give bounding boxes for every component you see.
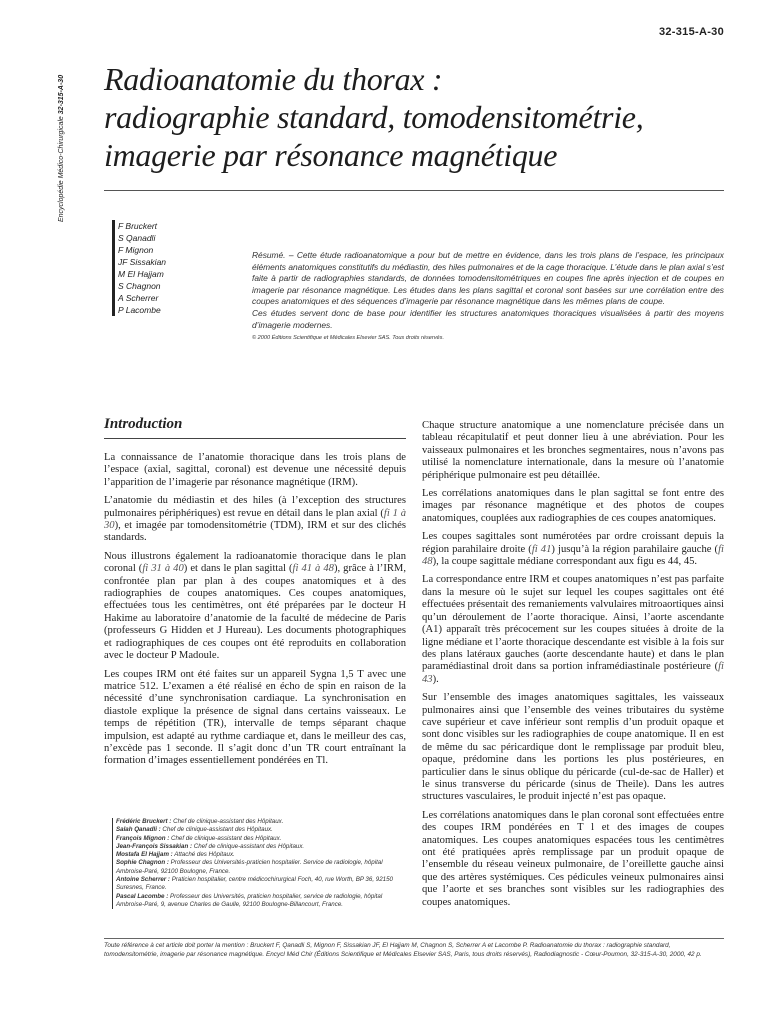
- affiliation-text: Professeur des Universités-praticien hospitalier. Service de radiologie, hôpital Ambroise-Paré, 92100 Boulogne, France.: [116, 859, 383, 875]
- author-name: S Chagnon: [118, 281, 161, 291]
- author-name: A Scherrer: [118, 293, 159, 303]
- text-run: ) jusqu’à la région parahilaire gauche (: [551, 543, 719, 555]
- author-list: [112, 220, 228, 316]
- affiliation-text: Chef de clinique-assistant des Hôpitaux.: [160, 826, 273, 834]
- sidebar-code: 32-315-A-30: [58, 74, 65, 115]
- text-run: L’anatomie du médiastin et des hiles (à l’exception des structures pulmonaires périphériques) est revue en détail dans le plan axial (: [104, 495, 406, 519]
- title-rule: [104, 190, 724, 191]
- citation-footer: Toute référence à cet article doit porter la mention : Bruckert F, Qanadli S, Mignon F, Sissakian JF, El Hajjam M, Chagnon S, Scherrer A et Lacombe P. Radioanatomie du thorax : radiographie standard, tomodensitométrie, imagerie par résonance magnétique. Encycl Méd Chir (Éditions Scientifique et Médicales Elsevier SAS, Paris, tous droits réservés), Radiodiagnostic - Cœur-Poumon, 32-315-A-30, 2000, 42 p.: [104, 942, 702, 958]
- section-rule: [104, 438, 406, 439]
- figure-ref[interactable]: fi 43: [422, 661, 724, 685]
- affiliation: [116, 843, 408, 851]
- affiliation-name: François Mignon :: [116, 834, 170, 842]
- figure-ref[interactable]: fi 1 à 30: [104, 507, 407, 532]
- paragraph: Les corrélations anatomiques dans le plan sagittal se font entre des images par résonance magnétique et des photos de coupes anatomiques, couplées aux radiographies de ces coupes anatomiques.: [422, 488, 724, 524]
- affiliation: [116, 859, 408, 876]
- author-name: JF Sissakian: [118, 257, 167, 267]
- abstract-paragraph: Résumé. – Cette étude radioanatomique a pour but de mettre en évidence, dans les trois plans de l’espace, les principaux éléments anatomiques constitutifs du médiastin, des hiles pulmonaires et de la cage thoracique. L’étude dans le plan axial s’est faite à partir de radiographies standards, de données tomodensitométriques en coupes fine après injection et de coupes en imagerie par résonance magnétique. Les études dans les plans sagittal et coronal sont basées sur une corrélation entre des coupes anatomiques et des séquences d’imagerie par résonance magnétique dans les mêmes plans de coupe.: [252, 250, 724, 307]
- author-name: F Mignon: [118, 245, 154, 255]
- figure-ref[interactable]: fi 41: [531, 543, 552, 555]
- text-run: Nous illustrons également la radioanatomie thoracique dans le plan coronal (: [104, 550, 406, 575]
- paragraph: La connaissance de l’anatomie thoracique dans les trois plans de l’espace (axial, sagittal, coronal) est devenue une nécessité depuis l’apparition de l’imagerie par résonance magnétique (IRM).: [104, 452, 406, 488]
- affiliation: [116, 835, 408, 843]
- affiliation-text: Chef de clinique-assistant des Hôpitaux.: [171, 818, 284, 825]
- paragraph: Sur l’ensemble des images anatomiques sagittales, les vaisseaux pulmonaires ainsi que l’ensemble des veines tributaires du système cave supérieur et cave inférieur sont remplis d’un produit opaque et sont donc visibles sur les radiographies de coupe anatomique. Il en est de même du sac péricardique dont le remplissage par produit bleu, opaque, prédomine dans les portions les plus postérieures, en particulier dans le sinus oblique du péricarde (cul-de-sac de Haller) et le sinus transverse du péricarde (sinus de Theile). Dans les autres structures vasculaires, le produit injecté n’est pas opaque.: [422, 692, 724, 803]
- text-run: ), la coupe sagittale médiane correspondant aux figu es 44, 45.: [432, 556, 698, 568]
- affiliation-text: Attaché des Hôpitaux.: [172, 851, 235, 859]
- affiliation: [116, 826, 408, 834]
- affiliation-text: Praticien hospitalier, centre médicochirurgical Foch, 40, rue Worth, BP 36, 92150 Suresnes, France.: [116, 876, 393, 892]
- journal-sidebar: [58, 40, 72, 230]
- paragraph: Les coupes IRM ont été faites sur un appareil Sygna 1,5 T avec une matrice 512. L’examen a été réalisé en écho de spin en raison de la nécessité d’une synchronisation cardiaque. La synchronisation en diastole explique la présence de signal dans certains vaisseaux. Le temps de répétition (TR), intervalle de temps séparant chaque impulsion, est adapté au rythme cardiaque et, dans le meilleur des cas, n’excède pas 1 seconde. Il s’agit donc d’un TR court entraînant la formation d’images essentiellement pondérées en Tl.: [104, 668, 406, 767]
- affiliation-name: Pascal Lacombe :: [116, 892, 169, 900]
- article-code: 32-315-A-30: [658, 26, 724, 38]
- text-run: ) et dans le plan sagittal (: [183, 563, 293, 575]
- paragraph: Les corrélations anatomiques dans le plan coronal sont effectuées entre des coupes IRM pondérées en T l et des images de coupes anatomiques. Les coupes anatomiques espacées tous les centimètres ont été pratiquées après remplissage par un produit opaque de l’ensemble du réseau veineux pulmonaire, de l’oreillette gauche ainsi que des artères systémiques. Ces pédicules veineux pulmonaires ainsi que l’aorte et ses branches sont visibles sur les radiographies des coupes anatomiques.: [422, 809, 724, 908]
- right-column: [422, 420, 724, 915]
- paragraph: [104, 495, 406, 545]
- affiliation: [116, 851, 408, 859]
- affiliation: [116, 818, 408, 826]
- copyright: © 2000 Éditions Scientifique et Médicales Elsevier SAS. Tous droits réservés.: [252, 335, 445, 342]
- affiliation: [116, 893, 408, 910]
- text-run: Les coupes sagittales sont numérotées par ordre croissant depuis la région parahilaire droite (: [422, 531, 724, 555]
- text-run: ).: [432, 673, 439, 685]
- author-name: P Lacombe: [118, 305, 161, 315]
- left-column: [104, 452, 406, 774]
- affiliation-text: Professeur des Universités, praticien hospitalier, service de radiologie, hôpital Ambroise-Paré, 9, avenue Charles de Gaulle, 92100 Boulogne-Billancourt, France.: [116, 892, 383, 908]
- affiliation-name: Mostafa El Hajjam :: [116, 851, 173, 859]
- title-line: radiographie standard, tomodensitométrie,: [104, 99, 644, 135]
- author-name: S Qanadli: [118, 233, 156, 243]
- paragraph: [422, 531, 724, 568]
- affiliation-name: Frédéric Bruckert :: [116, 818, 172, 825]
- article-title: [104, 60, 724, 174]
- author-name: M El Hajjam: [118, 269, 164, 279]
- abstract-paragraph: Ces études servent donc de base pour identifier les structures anatomiques thoraciques visualisées à partir des moyens d’imagerie modernes.: [252, 307, 724, 330]
- section-title: Introduction: [104, 416, 183, 432]
- paragraph: [422, 574, 724, 686]
- title-line: Radioanatomie du thorax :: [104, 61, 443, 97]
- text-run: ), grâce à l’IRM, confrontée plan par plan à des coupes anatomiques et à des radiographies de coupes anatomiques. Ces coupes anatomiques, effectuées tous les centimètres, ont été préparées par le docteur H Hakime au laboratoire d’anatomie de la faculté de médecine de Paris (professeurs G Hidden et J Hureau). Les documents photographiques et radiographiques de ces coupes ont été reproduits en collaboration avec le docteur P Madoule.: [104, 563, 406, 662]
- affiliation-name: Antoine Scherrer :: [116, 876, 170, 884]
- figure-ref[interactable]: fi 48: [422, 543, 724, 568]
- text-run: La correspondance entre IRM et coupes anatomiques n’est pas parfaite dans la mesure où le sujet sur lequel les coupes sagittales ont été effectuées présentait des remaniements valvulaires mitroaortiques ainsi qu’un déroulement de l’aorte thoracique. Ainsi, l’aorte ascendante (A1) apparaît très précocement sur les coupes situées à droite de la ligne médiane et l’aorte thoracique descendante est visible à la fois sur des plans latéraux gauches (aorte descendante haute) et dans le plan paramédiastinal droit dans sa portion inframédiastinale postérieure (: [422, 574, 724, 673]
- figure-ref[interactable]: fi 41 à 48: [292, 563, 334, 575]
- figure-ref[interactable]: fi 31 à 40: [142, 563, 184, 575]
- affiliation-text: Chef de clinique-assistant des Hôpitaux.: [192, 842, 305, 850]
- title-line: imagerie par résonance magnétique: [104, 137, 558, 173]
- affiliation-text: Chef de clinique-assistant des Hôpitaux.: [169, 834, 282, 842]
- affiliation-name: Salah Qanadli :: [116, 826, 161, 834]
- text-run: ), et imagée par tomodensitométrie (TDM), IRM et sur des clichés standards.: [104, 520, 406, 544]
- sidebar-journal: Encyclopédie Médico-Chirurgicale: [58, 116, 65, 222]
- author-name: F Bruckert: [118, 221, 158, 231]
- paragraph: Chaque structure anatomique a une nomenclature précisée dans un tableau récapitulatif et peut donner lieu à une abréviation. Pour les vaisseaux pulmonaires et les bronches segmentaires, nous n’avons pas utilisé la nomenclature internationale, dans la mesure où l’anatomie périphérique pulmonaire est peu détaillée.: [422, 420, 724, 481]
- affiliation-name: Sophie Chagnon :: [116, 859, 169, 867]
- affiliation: [116, 876, 408, 893]
- paragraph: [104, 551, 406, 663]
- affiliation-name: Jean-François Sissakian :: [116, 842, 193, 850]
- footer-rule: [104, 938, 724, 939]
- abstract: [252, 250, 724, 343]
- author-affiliations: [112, 818, 408, 909]
